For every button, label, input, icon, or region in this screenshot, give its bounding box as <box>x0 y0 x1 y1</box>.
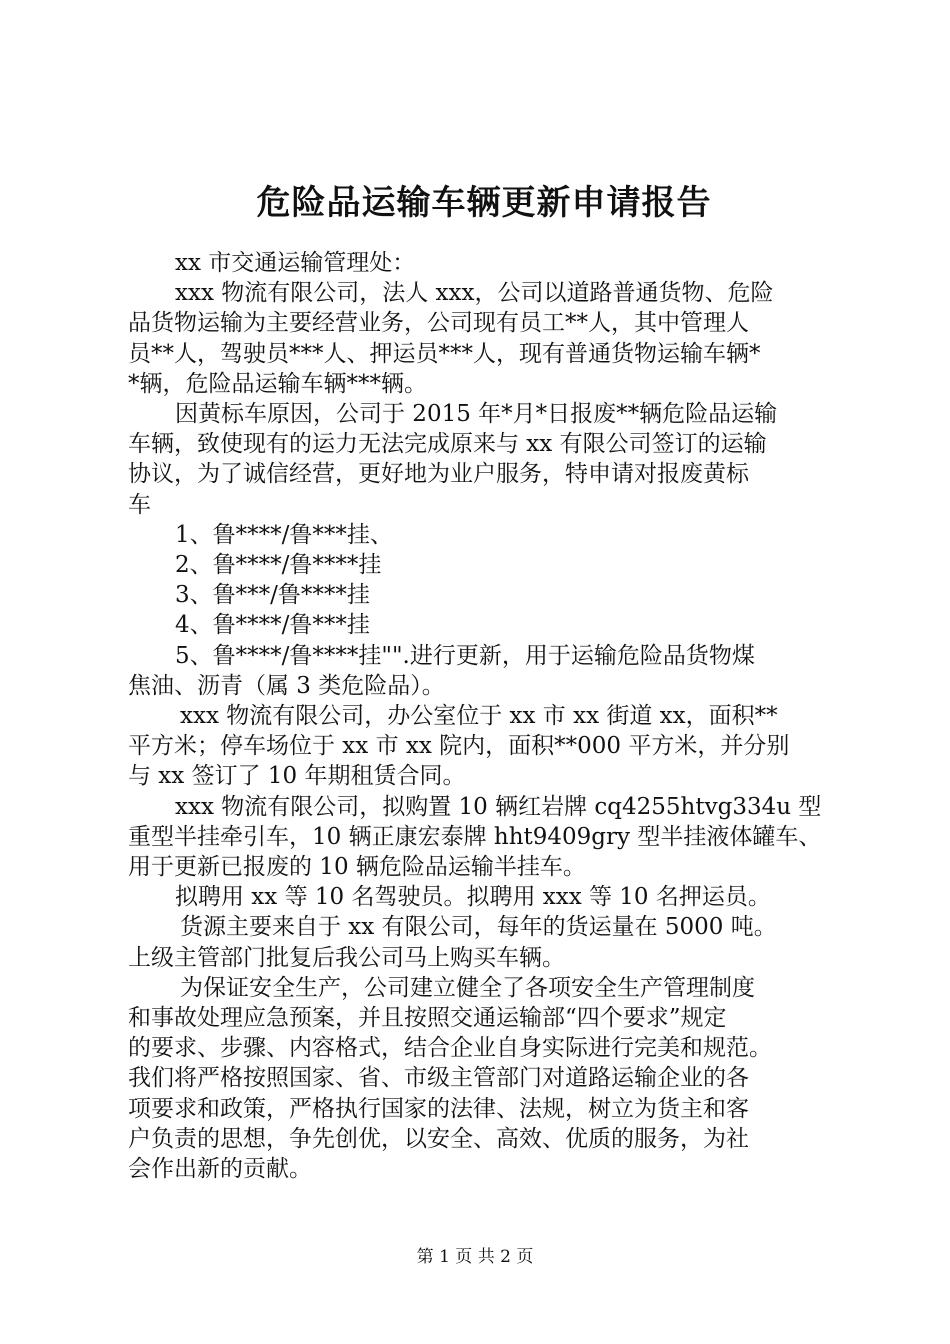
paragraph-line: 重型半挂牵引车，10 辆正康宏泰牌 hht9409gry 型半挂液体罐车、 <box>128 823 822 850</box>
paragraph-line: 品货物运输为主要经营业务，公司现有员工**人，其中管理人 <box>128 310 749 337</box>
paragraph-line: 与 xx 签订了 10 年期租赁合同。 <box>128 763 466 790</box>
paragraph-line: 项要求和政策，严格执行国家的法律、法规，树立为货主和客 <box>128 1095 749 1122</box>
paragraph-line: 上级主管部门批复后我公司马上购买车辆。 <box>128 944 565 971</box>
document-body <box>128 180 840 1184</box>
paragraph-line: 的要求、步骤、内容格式，结合企业自身实际进行完美和规范。 <box>128 1035 772 1062</box>
paragraph-line: 平方米；停车场位于 xx 市 xx 院内，面积**000 平方米，并分别 <box>128 733 790 760</box>
vehicle-list-item: 2、鲁****/鲁****挂 <box>175 552 382 579</box>
paragraph-line: 户负责的思想，争先创优，以安全、高效、优质的服务，为社 <box>128 1125 749 1152</box>
page-footer: 第 1 页 共 2 页 <box>416 1247 534 1267</box>
vehicle-list-item: 4、鲁****/鲁***挂 <box>175 612 370 639</box>
paragraph-line: 我们将严格按照国家、省、市级主管部门对道路运输企业的各 <box>128 1065 749 1092</box>
document-title: 危险品运输车辆更新申请报告 <box>256 183 712 223</box>
vehicle-list-item: 1、鲁****/鲁***挂、 <box>175 521 393 548</box>
paragraph-line: 车 <box>128 491 151 518</box>
paragraph-line: 用于更新已报废的 10 辆危险品运输半挂车。 <box>128 854 586 881</box>
paragraph-line: xxx 物流有限公司，拟购置 10 辆红岩牌 cq4255htvg334u 型 <box>175 793 822 820</box>
vehicle-list-item: 3、鲁***/鲁****挂 <box>175 582 370 609</box>
paragraph-line: xxx 物流有限公司，办公室位于 xx 市 xx 街道 xx，面积** <box>180 703 778 730</box>
paragraph-line: xxx 物流有限公司，法人 xxx，公司以道路普通货物、危险 <box>175 280 774 307</box>
paragraph-line: 车辆，致使现有的运力无法完成原来与 xx 有限公司签订的运输 <box>128 431 767 458</box>
vehicle-list-item: 5、鲁****/鲁****挂"".进行更新，用于运输危险品货物煤 <box>175 642 755 669</box>
paragraph-line: *辆，危险品运输车辆***辆。 <box>128 370 427 397</box>
paragraph-line: 货源主要来自于 xx 有限公司，每年的货运量在 5000 吨。 <box>180 914 777 941</box>
paragraph-line: 因黄标车原因，公司于 2015 年*月*日报废**辆危险品运输 <box>175 401 778 428</box>
paragraph-line: 和事故处理应急预案，并且按照交通运输部“四个要求”规定 <box>128 1005 727 1032</box>
paragraph-line: 拟聘用 xx 等 10 名驾驶员。拟聘用 xxx 等 10 名押运员。 <box>175 884 771 911</box>
paragraph-line: 员**人，驾驶员***人、押运员***人，现有普通货物运输车辆* <box>128 340 761 367</box>
salutation-line: xx 市交通运输管理处： <box>175 250 416 276</box>
paragraph-line: 焦油、沥青（属 3 类危险品）。 <box>128 672 445 699</box>
paragraph-line: 会作出新的贡献。 <box>128 1156 312 1183</box>
paragraph-line: 协议，为了诚信经营，更好地为业户服务，特申请对报废黄标 <box>128 461 749 488</box>
paragraph-line: 为保证安全生产，公司建立健全了各项安全生产管理制度 <box>180 974 755 1001</box>
